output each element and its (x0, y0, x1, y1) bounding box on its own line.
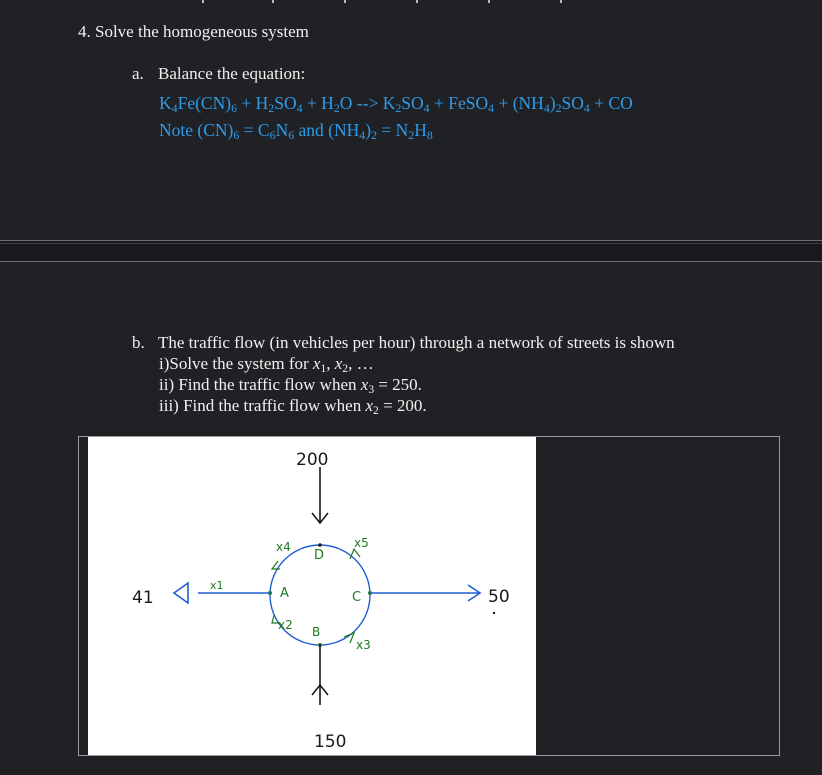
node-b-label: B (312, 625, 321, 639)
variable-x1-label: x1 (210, 579, 224, 592)
right-flow-label: 50 (488, 587, 510, 607)
part-b-sub-i-text: i)Solve the system for $x_1$, $x_2$, … (159, 354, 374, 375)
node-c-label: C (352, 590, 362, 605)
tick (272, 0, 274, 3)
variable-x5-label: x5 (354, 536, 369, 550)
ink-dot (493, 612, 495, 614)
bottom-flow-label: 150 (314, 732, 347, 752)
left-flow-label: 41 (132, 588, 154, 608)
equation-note-text: Note $(CN)_6 = C_6N_6$ and $(NH_4)_2 = N_2H_8$ (159, 120, 433, 142)
part-a-label: a. (132, 64, 144, 83)
variable-x4-label: x4 (276, 540, 291, 554)
chemical-equation (159, 93, 633, 116)
node-a-label: A (280, 586, 289, 601)
tick (344, 0, 346, 3)
variable-x3-label: x3 (356, 638, 371, 652)
tick (488, 0, 490, 3)
tick (560, 0, 562, 3)
x5-arrow (350, 549, 360, 559)
tick (416, 0, 418, 3)
part-a-heading (132, 64, 305, 84)
tick (202, 0, 204, 3)
part-b-sub-i (159, 354, 374, 375)
top-ruler-ticks (0, 0, 822, 4)
chemical-equation-text: $K_4Fe(CN)_6 + H_2SO_4 + H_2O$ --> $K_2SO_4$ + FeSO$_4$ + $(NH_4)_2SO_4$ + CO (159, 93, 633, 115)
variable-x2-label: x2 (278, 618, 293, 632)
part-b-sub-iii (159, 396, 427, 417)
question-title: 4. Solve the homogeneous system (78, 22, 309, 41)
part-b-label: b. (132, 333, 145, 352)
left-arrowhead (174, 583, 188, 603)
part-b-heading-text: The traffic flow (in vehicles per hour) through a network of streets is shown (158, 333, 675, 352)
node-d-label: D (314, 548, 325, 563)
part-b-heading (132, 333, 675, 353)
part-b-sub-iii-text: iii) Find the traffic flow when $x_2 = 200$. (159, 396, 427, 417)
part-a-heading-text: Balance the equation: (158, 64, 306, 83)
part-b-sub-ii (159, 375, 422, 396)
section-divider-band (0, 240, 822, 262)
junction-dot (318, 543, 322, 547)
divider-line (0, 243, 822, 244)
part-b-sub-ii-text: ii) Find the traffic flow when $x_3 = 250$. (159, 375, 422, 396)
top-flow-label: 200 (296, 450, 329, 470)
equation-note (159, 120, 433, 143)
traffic-network-diagram (88, 437, 536, 755)
